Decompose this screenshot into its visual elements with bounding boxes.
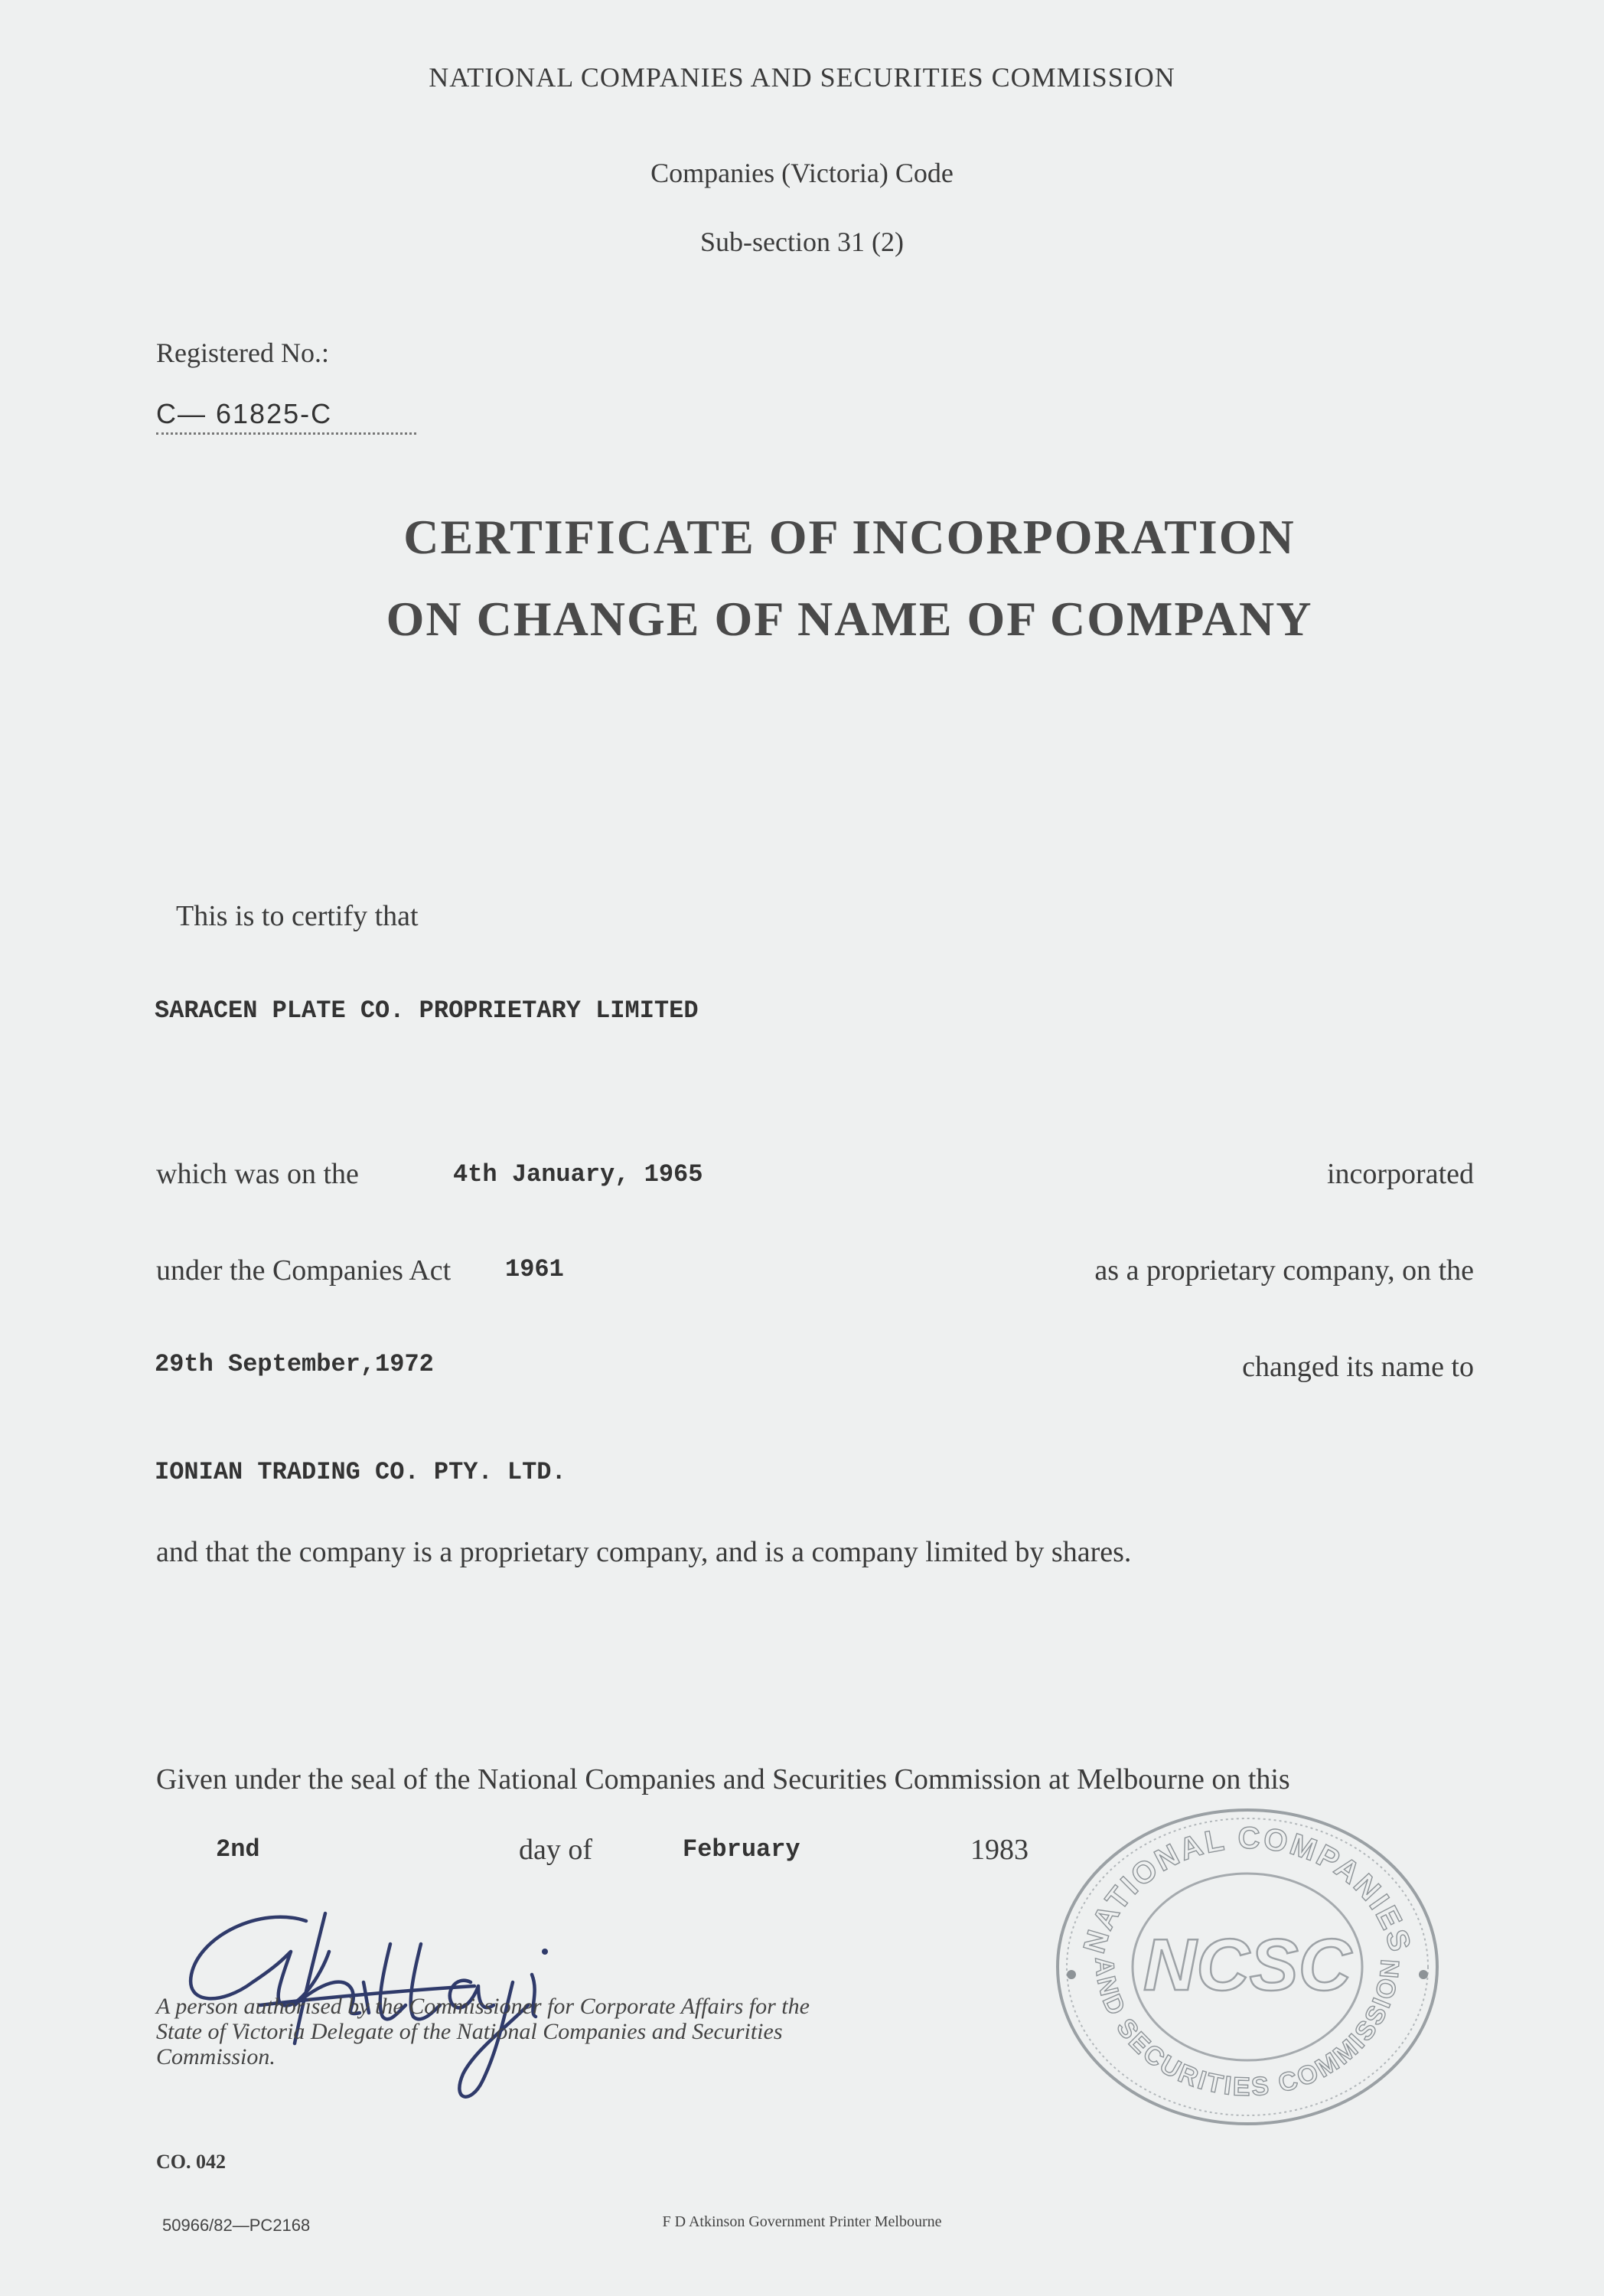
which-was-text: which was on the xyxy=(156,1158,359,1190)
code-reference: Companies (Victoria) Code xyxy=(650,158,954,188)
proprietary-company-text: as a proprietary company, on the xyxy=(1094,1254,1474,1287)
given-day: 2nd xyxy=(216,1835,260,1864)
incorporated-text: incorporated xyxy=(1326,1158,1474,1190)
name-change-date: 29th September,1972 xyxy=(155,1350,434,1378)
limited-by-shares-statement: and that the company is a proprietary company, and is a company limited by shares. xyxy=(156,1536,1132,1568)
new-company-name: IONIAN TRADING CO. PTY. LTD. xyxy=(155,1458,566,1486)
subsection-reference: Sub-section 31 (2) xyxy=(700,227,904,257)
registered-number-value: C— 61825-C xyxy=(156,398,333,429)
certificate-title-line1: CERTIFICATE OF INCORPORATION xyxy=(403,510,1296,564)
commission-seal-stamp xyxy=(1048,1799,1446,2135)
day-of-text: day of xyxy=(519,1834,593,1866)
print-reference: 50966/82—PC2168 xyxy=(162,2216,311,2235)
authorisation-statement: A person authorised by the Commissioner for Corporate Affairs for the State of Victoria Delegate of the National Companies and Securities Commission. xyxy=(156,1994,810,2069)
svg-text:NATIONAL COMPANIES: NATIONAL COMPANIES xyxy=(1077,1821,1418,1958)
incorporation-date: 4th January, 1965 xyxy=(453,1160,703,1189)
commission-heading: NATIONAL COMPANIES AND SECURITIES COMMISSION xyxy=(429,62,1175,93)
government-printer: F D Atkinson Government Printer Melbourne xyxy=(662,2213,942,2230)
given-under-seal-text: Given under the seal of the National Companies and Securities Commission at Melbourne on this xyxy=(156,1763,1290,1795)
given-month: February xyxy=(683,1835,800,1864)
changed-name-text: changed its name to xyxy=(1242,1351,1474,1383)
former-company-name: SARACEN PLATE CO. PROPRIETARY LIMITED xyxy=(155,996,699,1025)
certify-statement: This is to certify that xyxy=(176,900,419,932)
registered-number-underline xyxy=(156,432,416,435)
svg-text:AND SECURITIES COMMISSION: AND SECURITIES COMMISSION xyxy=(1089,1955,1406,2102)
registered-number-label: Registered No.: xyxy=(156,338,329,368)
form-code: CO. 042 xyxy=(156,2151,226,2173)
given-year: 1983 xyxy=(970,1834,1029,1866)
companies-act-year: 1961 xyxy=(505,1255,564,1283)
certificate-title-line2: ON CHANGE OF NAME OF COMPANY xyxy=(386,592,1313,646)
companies-act-text: under the Companies Act xyxy=(156,1254,452,1287)
svg-text:NCSC: NCSC xyxy=(1143,1924,1352,2006)
